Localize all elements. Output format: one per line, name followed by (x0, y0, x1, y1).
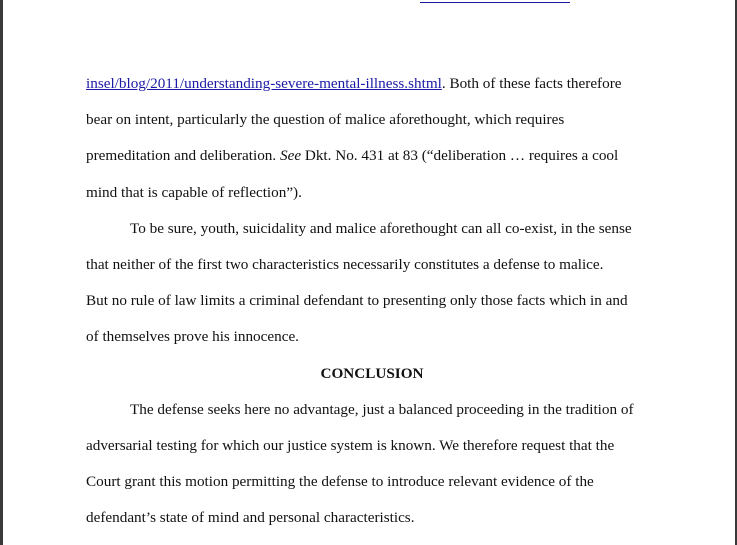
paragraph-1-line-2: bear on intent, particularly the question of malice aforethought, which requires (86, 111, 565, 129)
paragraph-2-line-4: of themselves prove his innocence. (86, 328, 299, 346)
paragraph-3-line-4: defendant’s state of mind and personal characteristics. (86, 509, 415, 527)
paragraph-3-line-1: The defense seeks here no advantage, just a balanced proceeding in the tradition of (130, 400, 634, 418)
link-underline-fragment (420, 0, 570, 3)
paragraph-2-line-3: But no rule of law limits a criminal defendant to presenting only those facts which in and (86, 292, 628, 310)
page-border-left (0, 0, 3, 545)
paragraph-1-line-3-before: premeditation and deliberation. (86, 147, 280, 165)
paragraph-1-line-1 (86, 70, 658, 106)
paragraph-1-line-1-text: . Both of these facts therefore (441, 75, 622, 92)
source-link[interactable]: insel/blog/2011/understanding-severe-mental-illness.shtml (86, 75, 442, 92)
paragraph-2-line-1: To be sure, youth, suicidality and malice aforethought can all co-exist, in the sense (130, 219, 632, 237)
paragraph-1-line-4: mind that is capable of reflection”). (86, 183, 302, 201)
paragraph-3-line-3: Court grant this motion permitting the defense to introduce relevant evidence of the (86, 473, 594, 491)
citation-signal: See (280, 147, 302, 165)
document-page (86, 70, 658, 540)
paragraph-2-line-2: that neither of the first two characteristics necessarily constitutes a defense to malice. (86, 255, 604, 273)
paragraph-3-line-2: adversarial testing for which our justice system is known. We therefore request that the (86, 436, 615, 454)
section-heading: CONCLUSION (320, 364, 424, 382)
paragraph-1-line-3 (86, 142, 658, 178)
paragraph-1-line-3-after: Dkt. No. 431 at 83 (“deliberation … requires a cool (301, 147, 619, 165)
